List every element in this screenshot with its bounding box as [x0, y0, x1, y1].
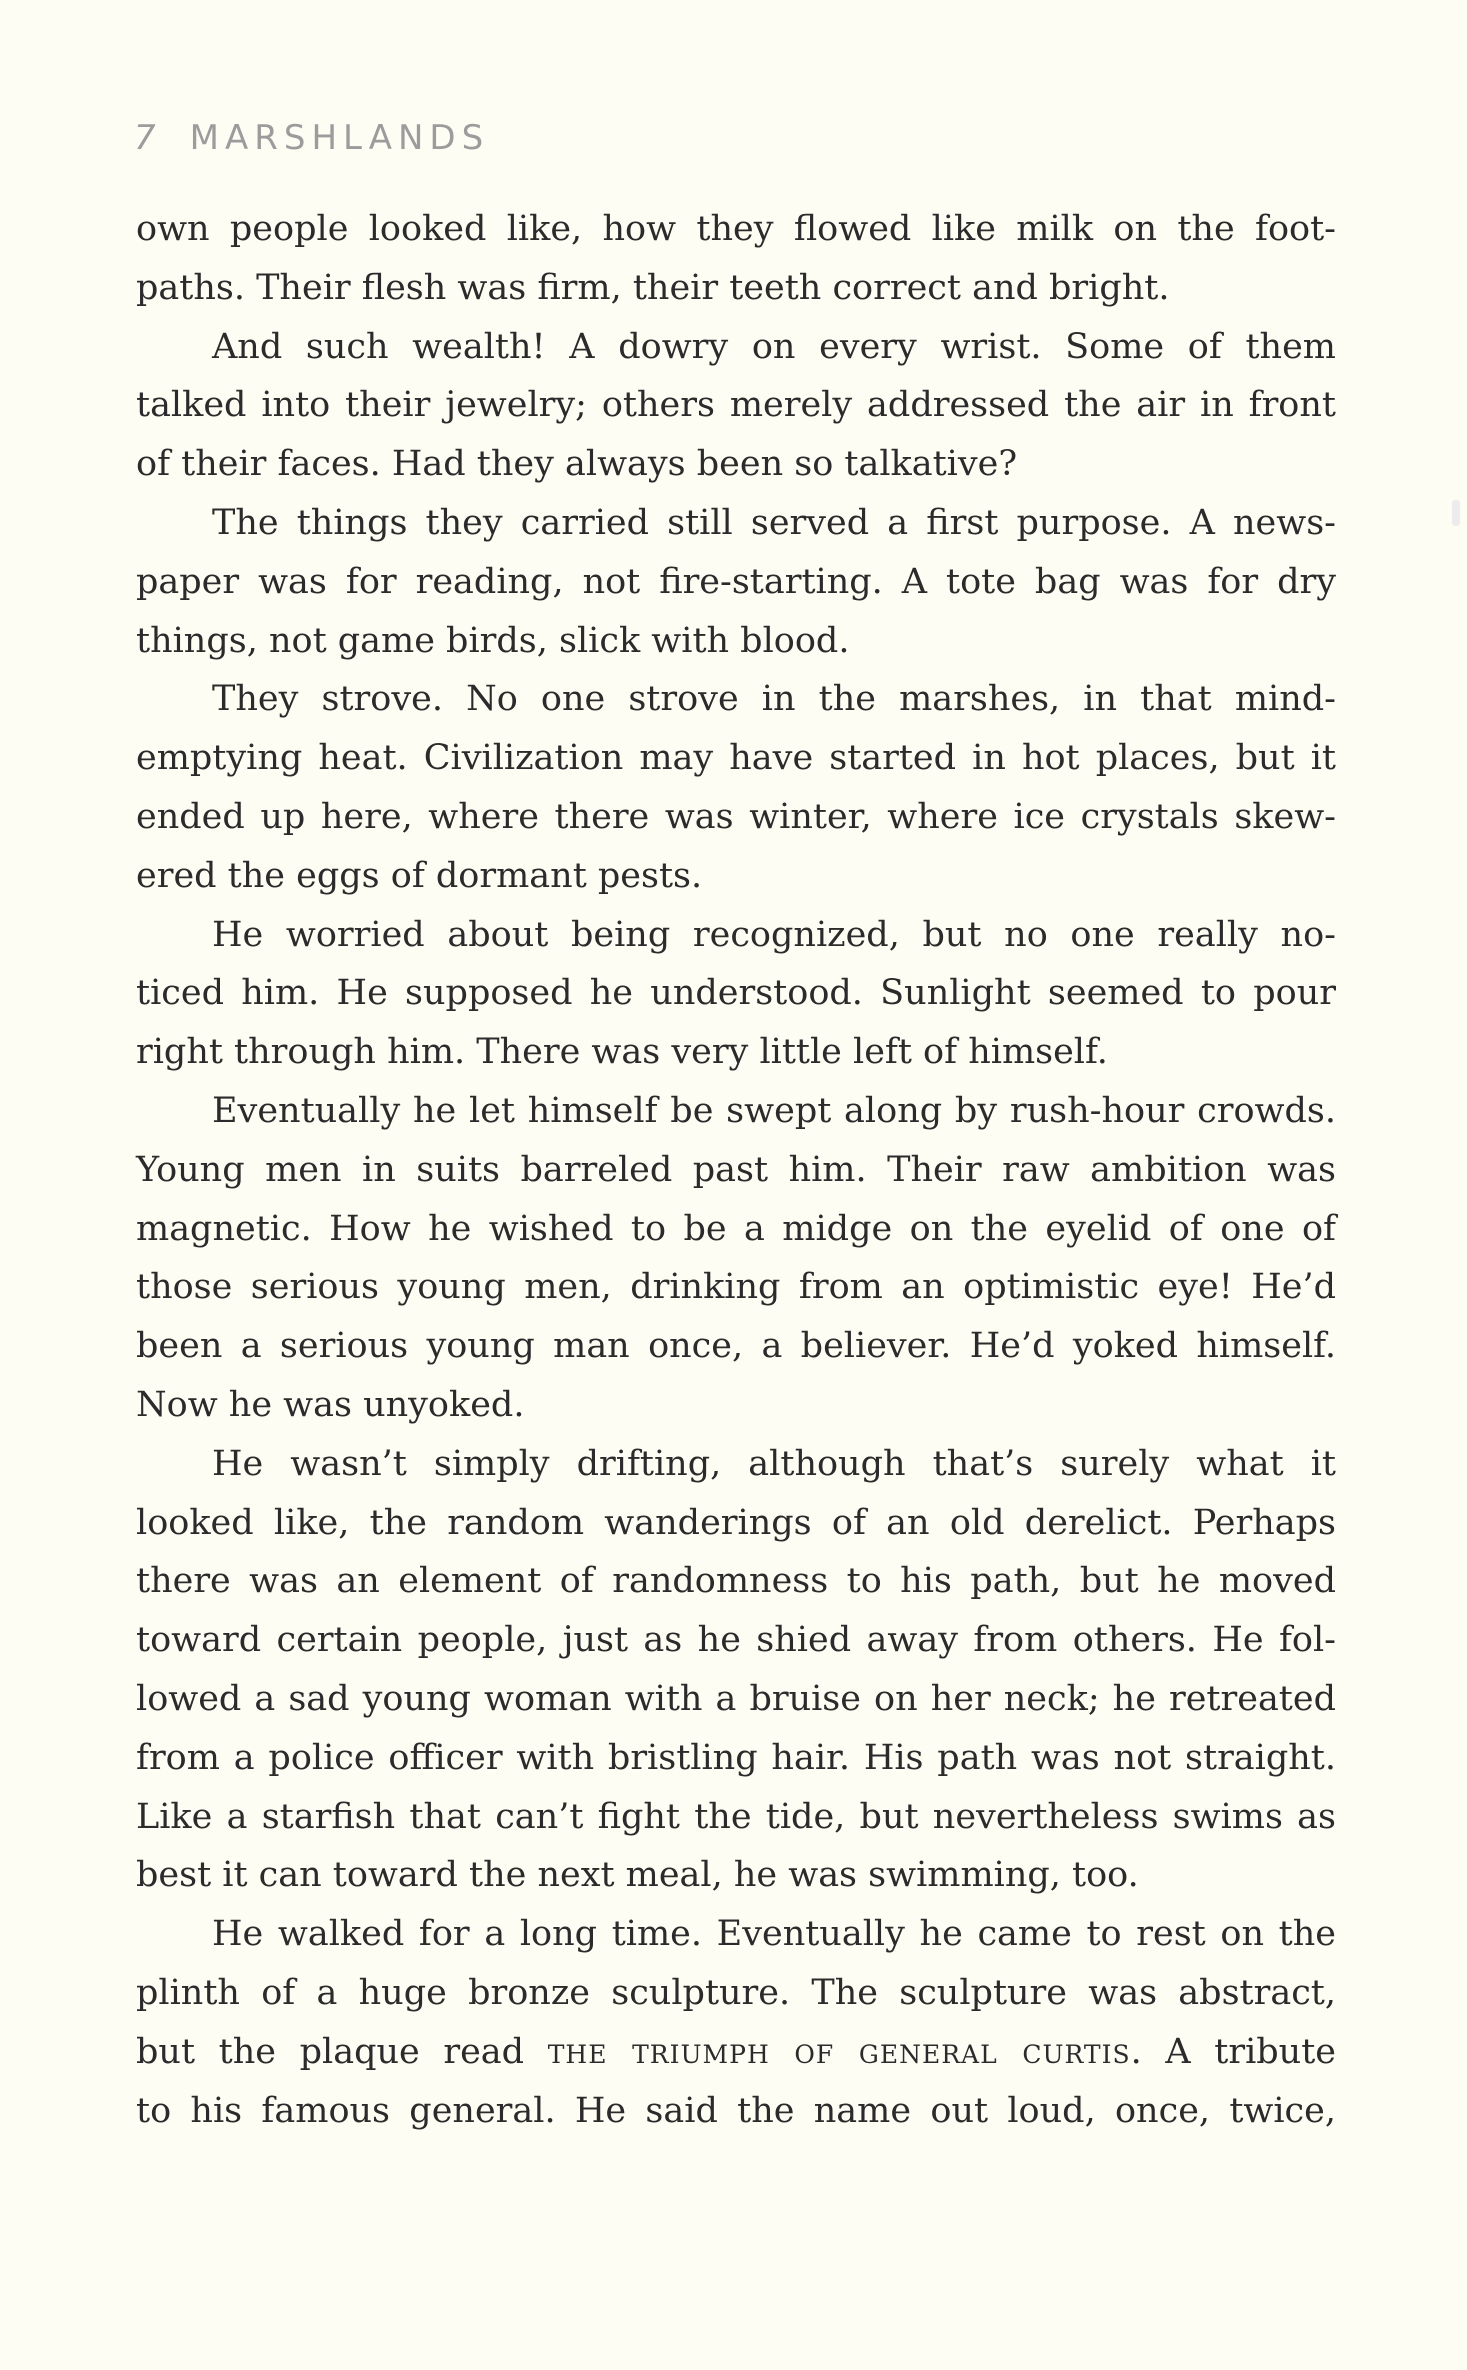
text-line: plinth of a huge bronze sculpture. The sculpture was abstract,	[136, 1972, 1336, 2013]
text-line: ended up here, where there was winter, where ice crystals skew-	[136, 796, 1336, 837]
text-line: talked into their jewelry; others merely addressed the air in front	[136, 385, 1336, 426]
text-line: Like a starfish that can’t fight the tide, but nevertheless swims as	[136, 1796, 1336, 1837]
page-number: 7	[134, 118, 156, 158]
text-line: magnetic. How he wished to be a midge on the eyelid of one of	[136, 1208, 1336, 1249]
text-line: He walked for a long time. Eventually he came to rest on the	[212, 1914, 1336, 1955]
text-line: Young men in suits barreled past him. Their raw ambition was	[136, 1149, 1336, 1190]
text-line: right through him. There was very little left of himself.	[136, 1032, 1108, 1073]
text-line: toward certain people, just as he shied away from others. He fol-	[136, 1620, 1336, 1661]
text-line: Eventually he let himself be swept along by rush-hour crowds.	[212, 1090, 1336, 1131]
running-title: MARSHLANDS	[189, 118, 490, 158]
text-line: The things they carried still served a first purpose. A news-	[212, 502, 1336, 543]
plaque-after: . A tribute	[1130, 2031, 1336, 2072]
text-line: there was an element of randomness to his path, but he moved	[136, 1561, 1336, 1602]
plaque-before: but the plaque read	[136, 2031, 548, 2072]
text-line: And such wealth! A dowry on every wrist. Some of them	[212, 326, 1336, 367]
text-line: paper was for reading, not fire-starting. A tote bag was for dry	[136, 561, 1336, 602]
text-line: He wasn’t simply drifting, although that’s surely what it	[212, 1443, 1336, 1484]
text-line: those serious young men, drinking from an optimistic eye! He’d	[136, 1267, 1336, 1308]
plaque-inscription: the triumph of general curtis	[547, 2031, 1131, 2072]
text-line: He worried about being recognized, but no one really no-	[212, 914, 1336, 955]
text-line: own people looked like, how they flowed like milk on the foot-	[136, 209, 1336, 249]
text-line: ticed him. He supposed he understood. Sunlight seemed to pour	[136, 973, 1336, 1014]
text-line: from a police officer with bristling hair. His path was not straight.	[136, 1737, 1336, 1778]
body-text	[136, 200, 1336, 2140]
text-line: lowed a sad young woman with a bruise on her neck; he retreated	[136, 1678, 1336, 1719]
text-line: ered the eggs of dormant pests.	[136, 855, 703, 896]
text-line-plaque	[136, 2023, 1336, 2082]
page-edge-mark	[1452, 500, 1460, 526]
text-line: been a serious young man once, a believer. He’d yoked himself.	[136, 1326, 1336, 1367]
text-line: looked like, the random wanderings of an old derelict. Perhaps	[136, 1502, 1336, 1543]
text-line: emptying heat. Civilization may have started in hot places, but it	[136, 738, 1336, 779]
text-line: paths. Their flesh was firm, their teeth correct and bright.	[136, 267, 1170, 308]
text-line: of their faces. Had they always been so talkative?	[136, 444, 1018, 485]
text-line: best it can toward the next meal, he was swimming, too.	[136, 1855, 1139, 1896]
running-head	[134, 118, 489, 158]
text-line: things, not game birds, slick with blood.	[136, 620, 850, 661]
text-line: to his famous general. He said the name out loud, once, twice,	[136, 2090, 1336, 2131]
text-line: Now he was unyoked.	[136, 1384, 525, 1425]
text-line: They strove. No one strove in the marshes, in that mind-	[212, 679, 1336, 720]
